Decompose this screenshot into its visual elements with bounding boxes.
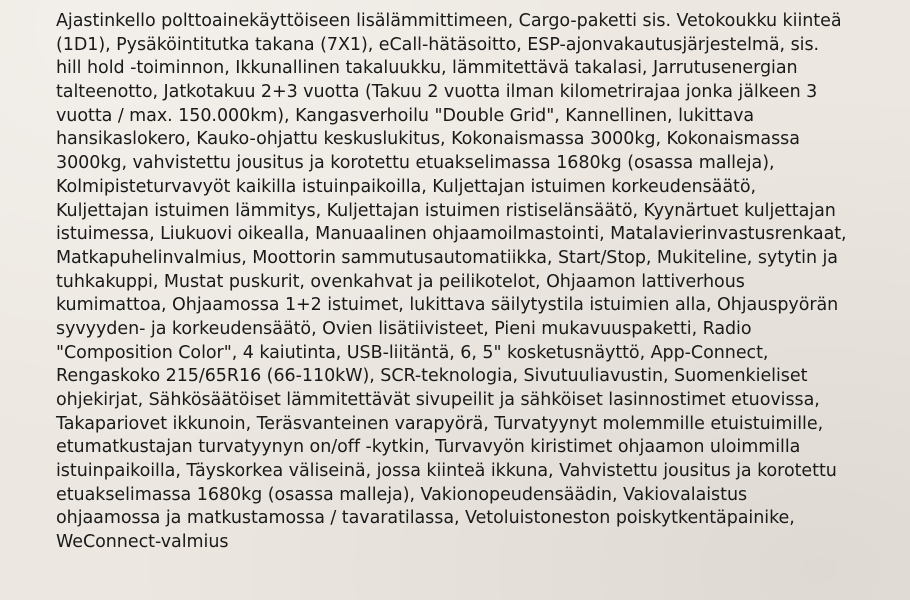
text-line: etuakselimassa 1680kg (osassa malleja), Vakionopeudensäädin, Vakiovalaistus [56, 484, 748, 505]
text-line: (1D1), Pysäköintitutka takana (7X1), eCall-hätäsoitto, ESP-ajonvakautusjärjestelmä, sis. [56, 34, 820, 55]
text-line: Ajastinkello polttoainekäyttöiseen lisälämmittimeen, Cargo-paketti sis. Vetokoukku kiinteä [56, 11, 842, 31]
text-line: Rengaskoko 215/65R16 (66-110kW), SCR-teknologia, Sivutuuliavustin, Suomenkieliset [56, 366, 808, 387]
text-line: hill hold -toiminnon, Ikkunallinen takaluukku, lämmitettävä takalasi, Jarrutusenergian [56, 58, 798, 79]
text-line: ohjekirjat, Sähkösäätöiset lämmitettävät sivupeilit ja sähköiset lasinnostimet etuovissa, [56, 390, 820, 410]
text-line: tuhkakuppi, Mustat puskurit, ovenkahvat ja peilikotelot, Ohjaamon lattiverhous [56, 271, 745, 292]
text-line: hansikaslokero, Kauko-ohjattu keskuslukitus, Kokonaismassa 3000kg, Kokonaismassa [56, 129, 800, 150]
text-line: "Composition Color", 4 kaiutinta, USB-liitäntä, 6, 5" kosketusnäyttö, App-Connect, [56, 342, 769, 363]
text-line: WeConnect-valmius [56, 532, 229, 553]
text-line: istuinpaikoilla, Täyskorkea väliseinä, jossa kiinteä ikkuna, Vahvistettu jousitus ja korotettu [56, 461, 837, 482]
text-line: Kolmipisteturvavyöt kaikilla istuinpaikoilla, Kuljettajan istuimen korkeudensäätö, [56, 176, 757, 197]
equipment-list-text [56, 10, 910, 555]
text-line: 3000kg, vahvistettu jousitus ja korotettu etuakselimassa 1680kg (osassa malleja), [56, 153, 775, 174]
text-line: istuimessa, Liukuovi oikealla, Manuaalinen ohjaamoilmastointi, Matalavierinvastusrenkaat, [56, 224, 847, 245]
text-line: syvyyden- ja korkeudensäätö, Ovien lisätiivisteet, Pieni mukavuuspaketti, Radio [56, 318, 752, 339]
text-line: etumatkustajan turvatyynyn on/off -kytkin, Turvavyön kiristimet ohjaamon uloimmilla [56, 437, 801, 458]
text-line: Matkapuhelinvalmius, Moottorin sammutusautomatiikka, Start/Stop, Mukiteline, sytytin ja [56, 247, 838, 268]
text-line: vuotta / max. 150.000km), Kangasverhoilu "Double Grid", Kannellinen, lukittava [56, 105, 755, 126]
text-line: Kuljettajan istuimen lämmitys, Kuljettajan istuimen ristiselänsäätö, Kyynärtuet kuljettajan [56, 200, 836, 221]
text-line: Takapariovet ikkunoin, Teräsvanteinen varapyörä, Turvatyynyt molemmille etuistuimille, [56, 413, 824, 434]
text-line: kumimattoa, Ohjaamossa 1+2 istuimet, lukittava säilytystila istuimien alla, Ohjauspyörän [56, 295, 839, 316]
text-line: talteenotto, Jatkotakuu 2+3 vuotta (Takuu 2 vuotta ilman kilometrirajaa jonka jälkeen 3 [56, 82, 818, 103]
text-line: ohjaamossa ja matkustamossa / tavaratilassa, Vetoluistoneston poiskytkentäpainike, [56, 508, 795, 529]
